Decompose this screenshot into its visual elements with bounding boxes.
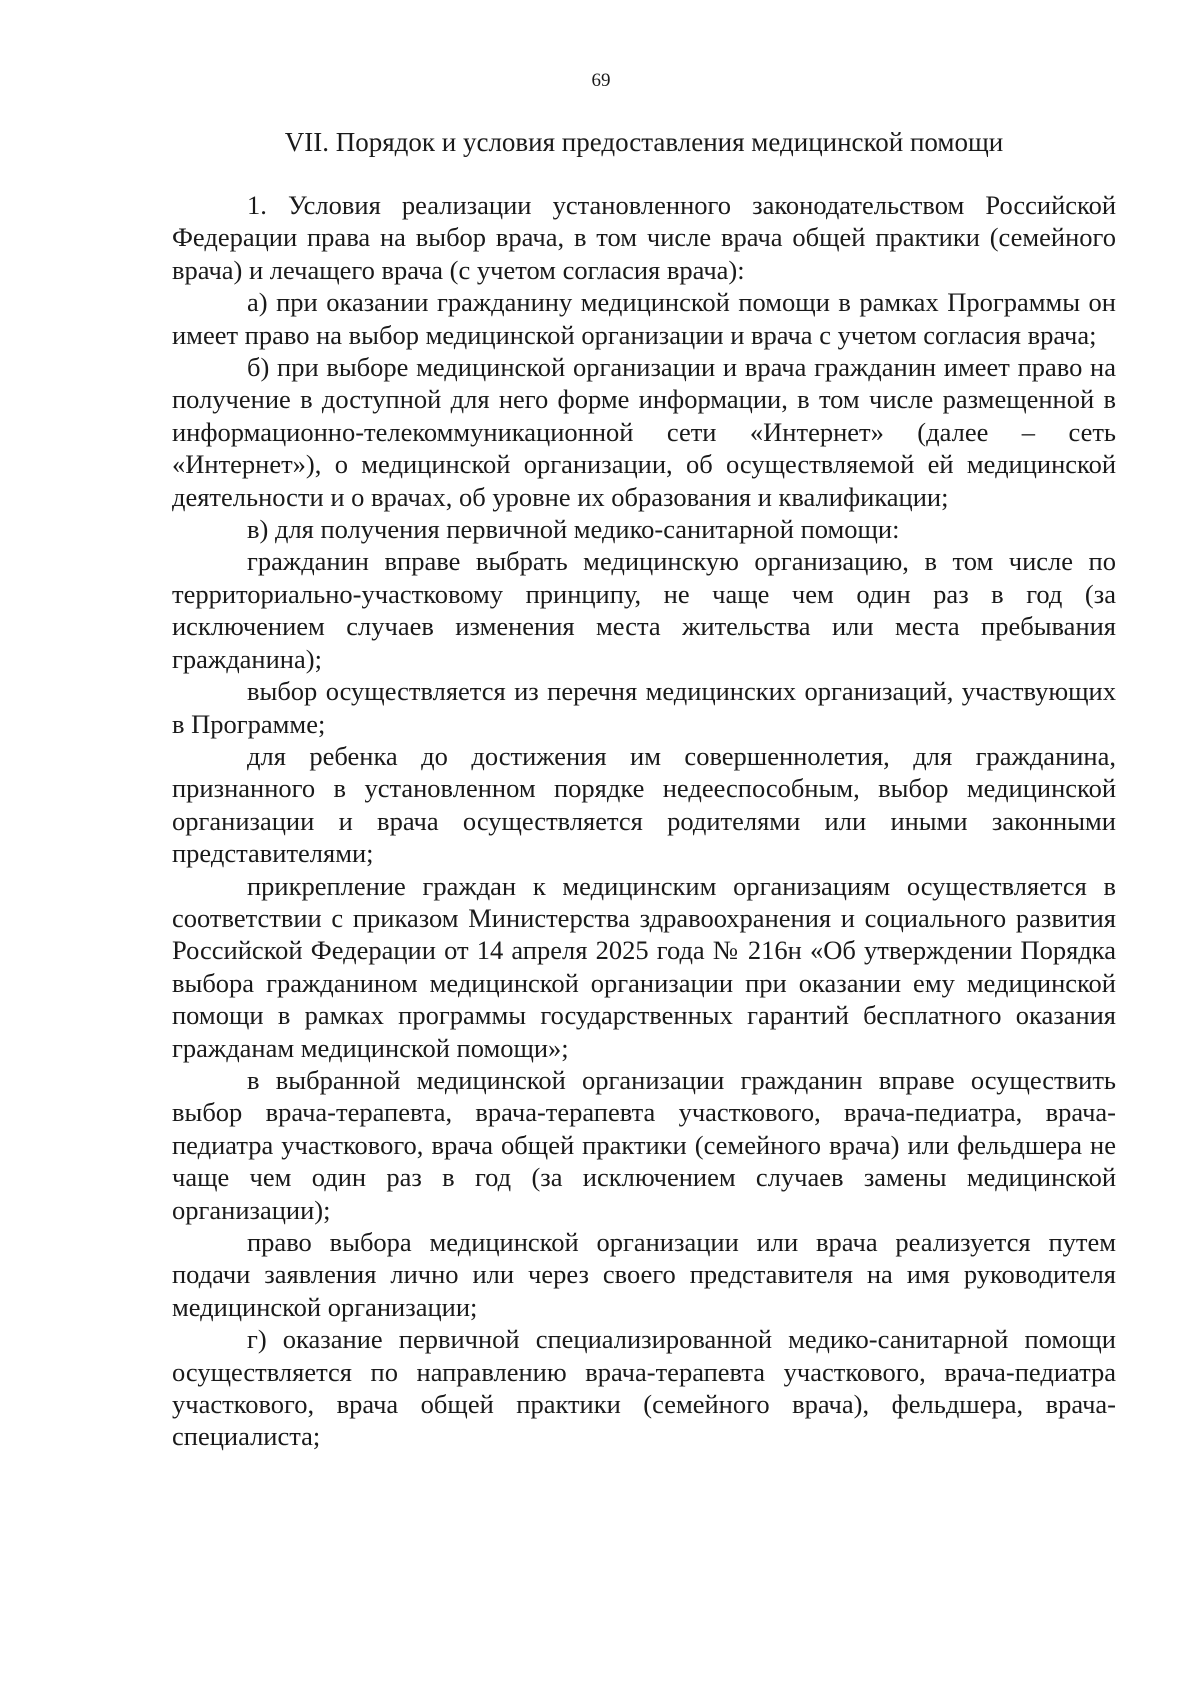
paragraph-v-attachment: прикрепление граждан к медицинским организациям осуществляется в соответствии с приказом Министерства здравоохранения и социального развития Российской Федерации от 14 апреля 2025 года № 216н «Об утверждении Порядка выбора гражданином медицинской организации при оказании ему медицинской помощи в рамках программы государственных гарантий бесплатного оказания гражданам медицинской помощи»; (172, 870, 1116, 1063)
section-title: VII. Порядок и условия предоставления медицинской помощи (284, 127, 1004, 157)
paragraph-v-application: право выбора медицинской организации или врача реализуется путем подачи заявления лично или через своего представителя на имя руководителя медицинской организации; (172, 1227, 1116, 1322)
paragraph-v-minor: для ребенка до достижения им совершеннолетия, для гражданина, признанного в установленном порядке недееспособным, выбор медицинской организации и врача осуществляется родителями или иными законными представителями; (172, 740, 1116, 869)
paragraph-v-list: выбор осуществляется из перечня медицинских организаций, участвующих в Программе; (172, 676, 1116, 739)
paragraph-v-choice: гражданин вправе выбрать медицинскую организацию, в том числе по территориально-участковому принципу, не чаще чем один раз в год (за исключением случаев изменения места жительства или места пребывания гражданина); (172, 546, 1116, 674)
paragraph-g: г) оказание первичной специализированной медико-санитарной помощи осуществляется по направлению врача-терапевта участкового, врача-педиатра участкового, врача общей практики (семейного врача), фельдшера, врача-специалиста; (172, 1324, 1116, 1452)
paragraph-1: 1. Условия реализации установленного законодательством Российской Федерации права на выбор врача, в том числе врача общей практики (семейного врача) и лечащего врача (с учетом согласия врача): (172, 190, 1116, 285)
page-number: 69 (591, 70, 611, 91)
paragraph-b: б) при выборе медицинской организации и врача гражданин имеет право на получение в доступной для него форме информации, в том числе размещенной в информационно-телекоммуникационной сети «Интернет» (далее – сеть «Интернет»), о медицинской организации, об осуществляемой ей медицинской деятельности и о врачах, об уровне их образования и квалификации; (172, 352, 1116, 512)
paragraph-v: в) для получения первичной медико-санитарной помощи: (247, 514, 900, 545)
paragraph-a: а) при оказании гражданину медицинской помощи в рамках Программы он имеет право на выбор медицинской организации и врача с учетом согласия врача; (172, 287, 1116, 350)
document-body (172, 189, 1116, 1453)
paragraph-v-doctor-choice: в выбранной медицинской организации гражданин вправе осуществить выбор врача-терапевта, врача-терапевта участкового, врача-педиатра, врача-педиатра участкового, врача общей практики (семейного врача) или фельдшера не чаще чем один раз в год (за исключением случаев замены медицинской организации); (172, 1064, 1116, 1225)
